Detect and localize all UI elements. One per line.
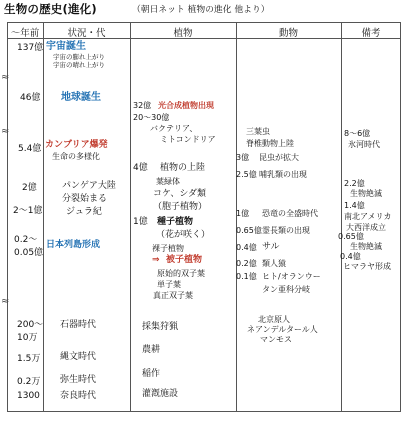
plant-item: 採集狩猟: [142, 322, 179, 332]
era-value: 200～: [17, 320, 44, 330]
scale-break-mark: ≈: [1, 72, 10, 83]
note-item: 0.65億: [338, 232, 364, 241]
scale-break-mark: ≈: [1, 126, 10, 137]
header-notes: 備考: [361, 28, 381, 39]
column-divider: [130, 22, 131, 412]
plant-item: 単子葉: [157, 280, 181, 289]
animal-item: 類人猿: [262, 259, 286, 268]
plant-item: 稲作: [142, 369, 161, 379]
animal-item: タン亜科分岐: [262, 285, 310, 294]
plant-photosynthesis: 光合成植物出現: [158, 101, 214, 110]
state-nara: 奈良時代: [60, 391, 97, 401]
state-japan: 日本列島形成: [46, 240, 101, 250]
plant-era: 1億: [133, 217, 148, 227]
plant-item: コケ、シダ類: [153, 189, 207, 199]
column-divider: [341, 22, 342, 412]
page-title: 生物の歴史(進化): [4, 2, 97, 16]
column-divider: [43, 22, 44, 412]
scale-break-mark: ≈: [1, 296, 10, 307]
header-era: ～年前: [10, 28, 40, 39]
plant-item: （花が咲く）: [156, 230, 211, 240]
animal-item: サル: [262, 242, 280, 252]
state-pangaea: パンゲア大陸: [62, 181, 116, 191]
era-value: 1.5万: [17, 354, 41, 364]
plant-era: 32億: [133, 101, 152, 110]
plant-item: 葉緑体: [156, 177, 180, 186]
header-animals: 動物: [278, 28, 298, 39]
animal-item: ヒト/オランウー: [262, 272, 321, 281]
plant-era: 20～30億: [133, 113, 170, 122]
note-item: 2.2億: [344, 179, 365, 188]
state-universe-note: 宇宙の膨れ上がり: [53, 53, 105, 61]
note-item: 生物絶滅: [350, 189, 382, 198]
era-value: 10万: [17, 333, 38, 343]
state-cambrian: カンブリア爆発: [45, 140, 108, 150]
plant-era: 4億: [133, 163, 148, 173]
note-item: 大西洋成立: [346, 223, 386, 232]
animal-item: マンモス: [260, 335, 292, 344]
animal-era: 0.4億: [236, 243, 257, 252]
plant-item: 原始的双子葉: [157, 269, 205, 278]
animal-item: 三葉虫: [246, 127, 270, 136]
animal-era: 0.1億: [236, 272, 257, 281]
animal-era: 0.2億: [236, 259, 257, 268]
note-item: 生物絶滅: [350, 242, 382, 251]
plant-arrow: ⇒: [152, 255, 160, 265]
animal-era: 3億: [236, 153, 250, 162]
era-value: 2～1億: [13, 206, 43, 216]
note-item: 8～6億: [344, 129, 371, 138]
state-jomon: 縄文時代: [60, 352, 97, 362]
note-item: 氷河時代: [348, 140, 380, 149]
plant-item: ミトコンドリア: [160, 135, 216, 144]
animal-item: 恐竜の全盛時代: [262, 209, 318, 218]
animal-item: 昆虫が拡大: [259, 153, 299, 162]
era-value: 46億: [20, 93, 41, 103]
header-state: 状況・代: [67, 28, 106, 39]
state-jurassic: ジュラ紀: [66, 207, 102, 217]
state-yayoi: 弥生時代: [60, 375, 97, 385]
plant-item: （胞子植物）: [153, 202, 208, 212]
era-value: 2億: [22, 183, 37, 193]
plant-item: 農耕: [142, 345, 161, 355]
state-pangaea: 分裂始まる: [62, 194, 108, 204]
state-stone-age: 石器時代: [60, 320, 97, 330]
era-value: 0.2万: [17, 377, 41, 387]
era-value: 0.05億: [14, 248, 44, 258]
plant-item: バクテリア、: [150, 124, 198, 133]
note-item: ヒマラヤ形成: [343, 262, 391, 271]
era-value: 5.4億: [18, 144, 42, 154]
era-value: 0.2～: [14, 235, 38, 245]
plant-item: 裸子植物: [152, 244, 184, 253]
animal-era: 1億: [236, 209, 250, 218]
header-plants: 植物: [173, 28, 193, 39]
plant-item: 灌漑施設: [142, 389, 179, 399]
plant-landing: 植物の上陸: [160, 163, 206, 173]
animal-item: 哺乳類の出現: [259, 170, 307, 179]
animal-era: 0.65億: [236, 226, 262, 235]
era-value: 137億: [17, 43, 44, 53]
state-universe-birth: 宇宙誕生: [46, 41, 86, 52]
animal-item: ネアンデルタール人: [247, 325, 318, 334]
state-cambrian-note: 生命の多様化: [52, 152, 100, 161]
note-item: 0.4億: [340, 252, 361, 261]
plant-item: 真正双子葉: [153, 291, 193, 300]
note-item: 1.4億: [344, 201, 365, 210]
state-universe-note: 宇宙の晴れ上がり: [53, 61, 105, 69]
era-value: 1300: [17, 391, 40, 401]
animal-item: 北京原人: [258, 315, 290, 324]
animal-era: 2.5億: [236, 170, 257, 179]
page-subtitle: （朝日ネット 植物の進化 他より）: [132, 5, 270, 15]
animal-item: 霊長類の出現: [262, 226, 310, 235]
note-item: 南北アメリカ: [344, 212, 392, 221]
animal-item: 脊椎動物上陸: [246, 139, 294, 148]
state-earth-birth: 地球誕生: [61, 92, 101, 103]
plant-angio: 被子植物: [166, 255, 203, 265]
plant-seed: 種子植物: [157, 217, 194, 227]
